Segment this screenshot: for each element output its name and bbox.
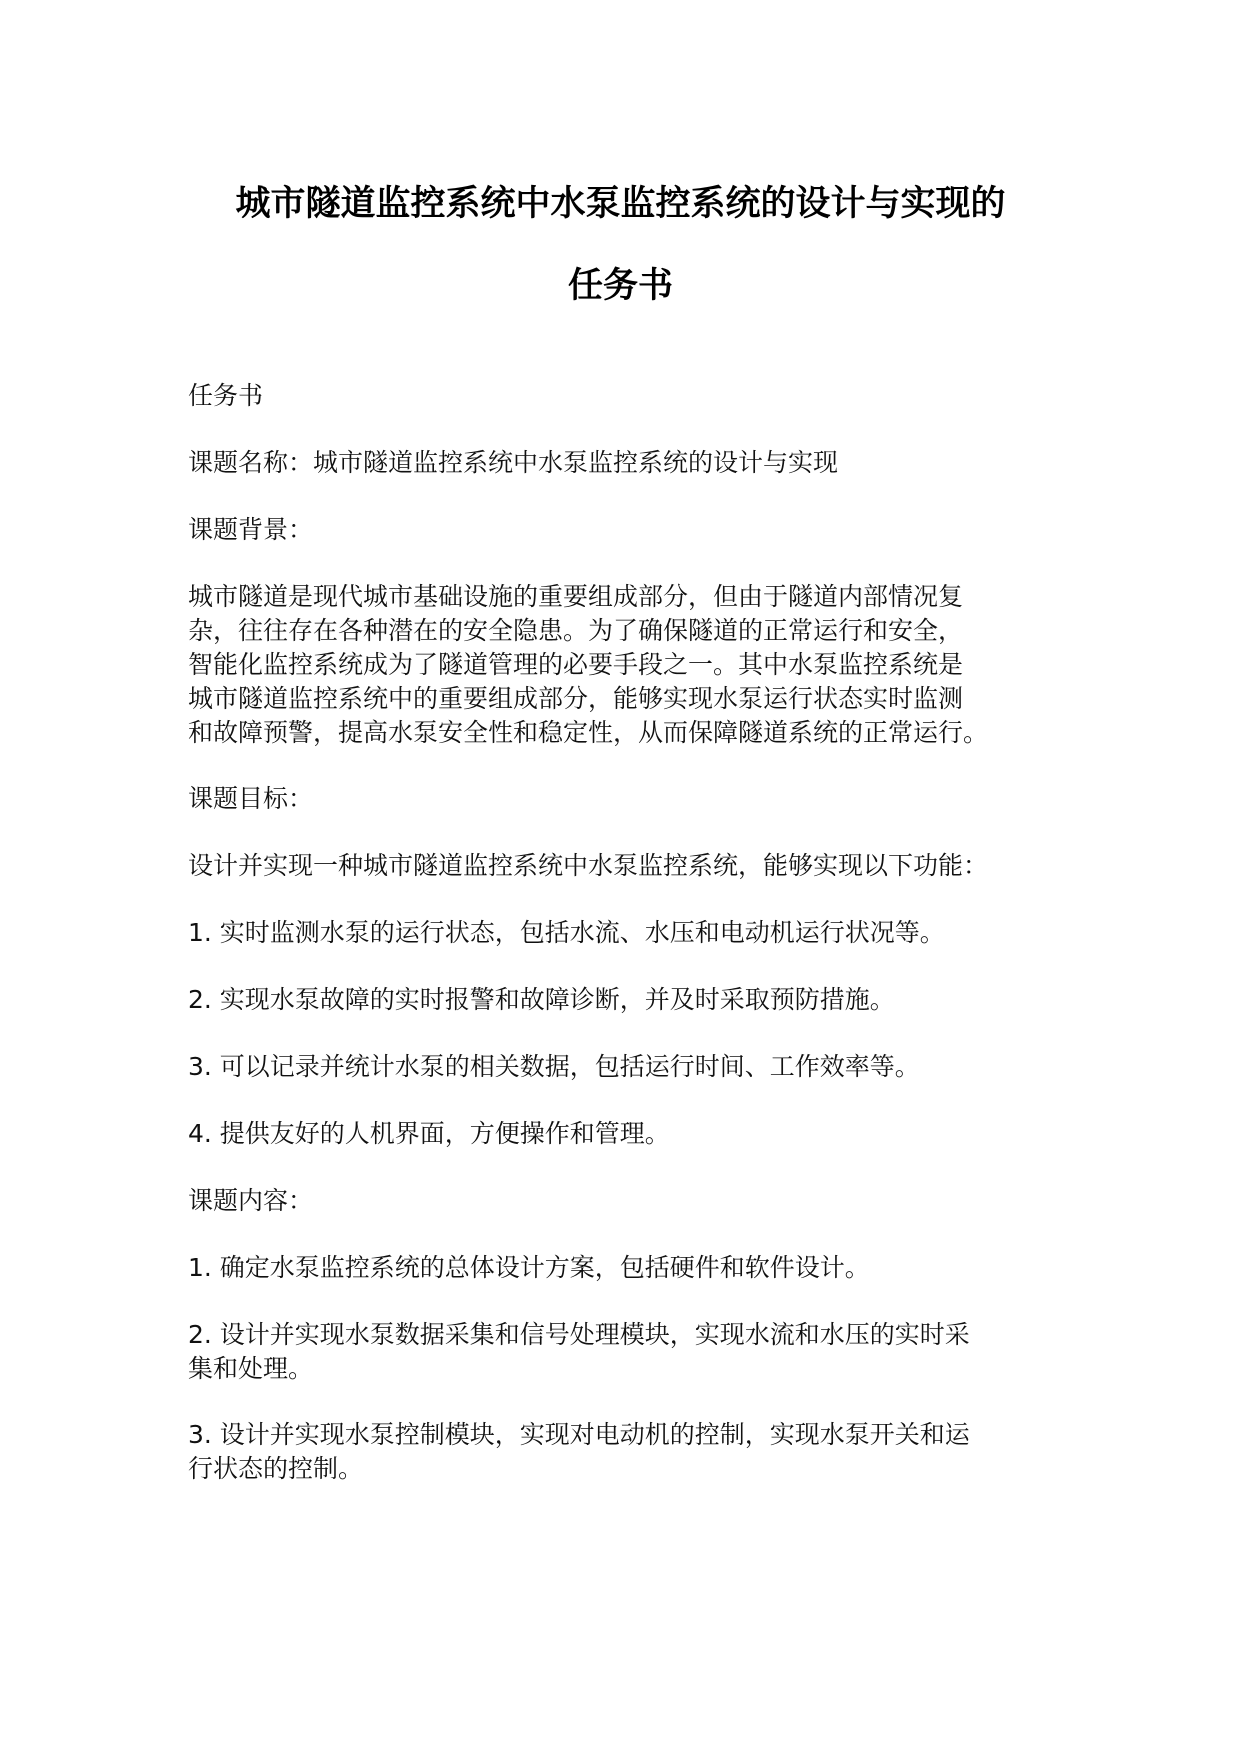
- background-heading: 课题背景：: [188, 515, 314, 544]
- content-item-line: 集和处理。: [188, 1354, 314, 1383]
- background-line: 智能化监控系统成为了隧道管理的必要手段之一。其中水泵监控系统是: [188, 650, 964, 679]
- content-item-line: 2. 设计并实现水泵数据采集和信号处理模块，实现水流和水压的实时采: [188, 1320, 970, 1349]
- content-item: [188, 1251, 1088, 1285]
- goal-item: 3. 可以记录并统计水泵的相关数据，包括运行时间、工作效率等。: [188, 1052, 920, 1081]
- document-title-line-2: 任务书: [567, 266, 673, 306]
- goals-intro: 设计并实现一种城市隧道监控系统中水泵监控系统，能够实现以下功能：: [188, 851, 989, 880]
- background-paragraph: [188, 580, 1088, 750]
- background-line: 杂，往往存在各种潜在的安全隐患。为了确保隧道的正常运行和安全，: [188, 616, 964, 645]
- content-item-line: 行状态的控制。: [188, 1454, 364, 1483]
- goals-heading: 课题目标：: [188, 784, 314, 813]
- content-heading: 课题内容：: [188, 1186, 314, 1215]
- background-line: 城市隧道监控系统中的重要组成部分，能够实现水泵运行状态实时监测: [188, 684, 964, 713]
- content-item-line: 3. 设计并实现水泵控制模块，实现对电动机的控制，实现水泵开关和运: [188, 1420, 970, 1449]
- content-item: [188, 1418, 1088, 1486]
- content-item: [188, 1318, 1088, 1386]
- document-body: [188, 379, 1088, 1519]
- goal-item: 1. 实时监测水泵的运行状态，包括水流、水压和电动机运行状况等。: [188, 918, 945, 947]
- goal-item: 2. 实现水泵故障的实时报警和故障诊断，并及时采取预防措施。: [188, 985, 895, 1014]
- document-title-line-1: 城市隧道监控系统中水泵监控系统的设计与实现的: [235, 184, 1006, 224]
- content-item-line: 1. 确定水泵监控系统的总体设计方案，包括硬件和软件设计。: [188, 1253, 870, 1282]
- topic-name: 课题名称：城市隧道监控系统中水泵监控系统的设计与实现: [188, 448, 839, 477]
- task-heading: 任务书: [188, 381, 264, 410]
- background-line: 城市隧道是现代城市基础设施的重要组成部分，但由于隧道内部情况复: [188, 582, 964, 611]
- background-line: 和故障预警，提高水泵安全性和稳定性，从而保障隧道系统的正常运行。: [188, 718, 989, 747]
- goal-item: 4. 提供友好的人机界面，方便操作和管理。: [188, 1119, 670, 1148]
